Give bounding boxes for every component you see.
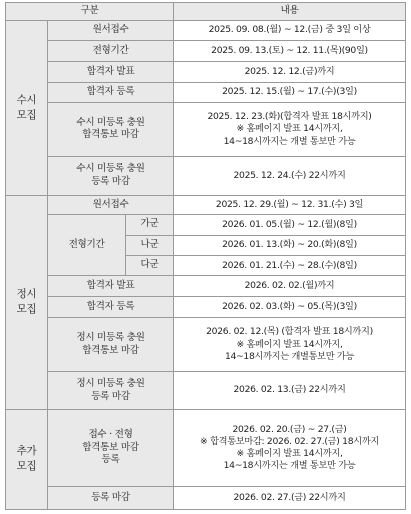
table-row: [6, 296, 406, 317]
table-row: [6, 409, 406, 487]
table-row: [6, 215, 406, 235]
schedule-table-container: [5, 2, 405, 510]
row-label: 전형기간: [48, 40, 174, 61]
row-label: 합격자 등록: [48, 296, 174, 317]
row-label: 합격자 발표: [48, 276, 174, 296]
row-value: 2025. 12. 29.(월) ~ 12. 31.(수) 3일: [174, 195, 406, 214]
row-value: 2026. 02. 12.(목) (합격자 발표 18시까지) ※ 홈페이지 발표 14시까지, 14~18시까지는 개별통보만 가능: [174, 318, 406, 372]
table-row: [6, 276, 406, 296]
row-label: 전형기간: [48, 215, 126, 276]
row-value: 2025. 09. 13.(토) ~ 12. 11.(목)(90일): [174, 40, 406, 61]
group-chuga: 추가 모집: [6, 409, 48, 509]
row-value: 2026. 01. 05.(월) ~ 12.(월)(8일): [174, 215, 406, 235]
row-value: 2025. 12. 23.(화)(합격자 발표 18시까지) ※ 홈페이지 발표 14시까지, 14~18시까지는 개별 통보만 가능: [174, 102, 406, 156]
sub-label: 다군: [126, 255, 174, 275]
row-label: 수시 미등록 충원 합격통보 마감: [48, 102, 174, 156]
table-row: [6, 372, 406, 410]
row-label: 합격자 발표: [48, 62, 174, 82]
group-jeongsi: 정시 모집: [6, 195, 48, 409]
row-value: 2026. 02. 13.(금) 22시까지: [174, 372, 406, 410]
row-value: 2026. 01. 13.(화) ~ 20.(화)(8일): [174, 235, 406, 255]
row-value: 2026. 02. 02.(월)까지: [174, 276, 406, 296]
row-value: 2026. 01. 21.(수) ~ 28.(수)(8일): [174, 255, 406, 275]
row-label: 정시 미등록 충원 합격통보 마감: [48, 318, 174, 372]
row-label: 합격자 등록: [48, 82, 174, 102]
table-row: [6, 102, 406, 156]
table-row: [6, 318, 406, 372]
row-label: 원서접수: [48, 21, 174, 40]
header-content: 내용: [174, 3, 406, 21]
sub-label: 나군: [126, 235, 174, 255]
table-row: [6, 487, 406, 510]
row-value: 2025. 09. 08.(월) ~ 12.(금) 중 3일 이상: [174, 21, 406, 40]
row-value: 2025. 12. 24.(수) 22시까지: [174, 157, 406, 196]
admission-schedule-table: [5, 2, 406, 510]
row-label: 정시 미등록 충원 등록 마감: [48, 372, 174, 410]
table-row: [6, 62, 406, 82]
table-row: [6, 195, 406, 214]
row-value: 2026. 02. 03.(화) ~ 05.(목)(3일): [174, 296, 406, 317]
row-label: 수시 미등록 충원 등록 마감: [48, 157, 174, 196]
row-value: 2025. 12. 15.(월) ~ 17.(수)(3일): [174, 82, 406, 102]
row-label: 접수 · 전형 합격통보 마감 등록: [48, 409, 174, 487]
row-label: 등록 마감: [48, 487, 174, 510]
header-row: [6, 3, 406, 21]
group-susi: 수시 모집: [6, 21, 48, 195]
row-label: 원서접수: [48, 195, 174, 214]
row-value: 2025. 12. 12.(금)까지: [174, 62, 406, 82]
table-row: [6, 82, 406, 102]
table-row: [6, 40, 406, 61]
header-category: 구분: [6, 3, 174, 21]
table-row: [6, 21, 406, 40]
table-row: [6, 157, 406, 196]
sub-label: 가군: [126, 215, 174, 235]
row-value: 2026. 02. 20.(금) ~ 27.(금) ※ 합격통보마감: 2026. 02. 27.(금) 18시까지 ※ 홈페이지 발표 14시까지, 14~18시까지는 개별 통보만 가능: [174, 409, 406, 487]
row-value: 2026. 02. 27.(금) 22시까지: [174, 487, 406, 510]
